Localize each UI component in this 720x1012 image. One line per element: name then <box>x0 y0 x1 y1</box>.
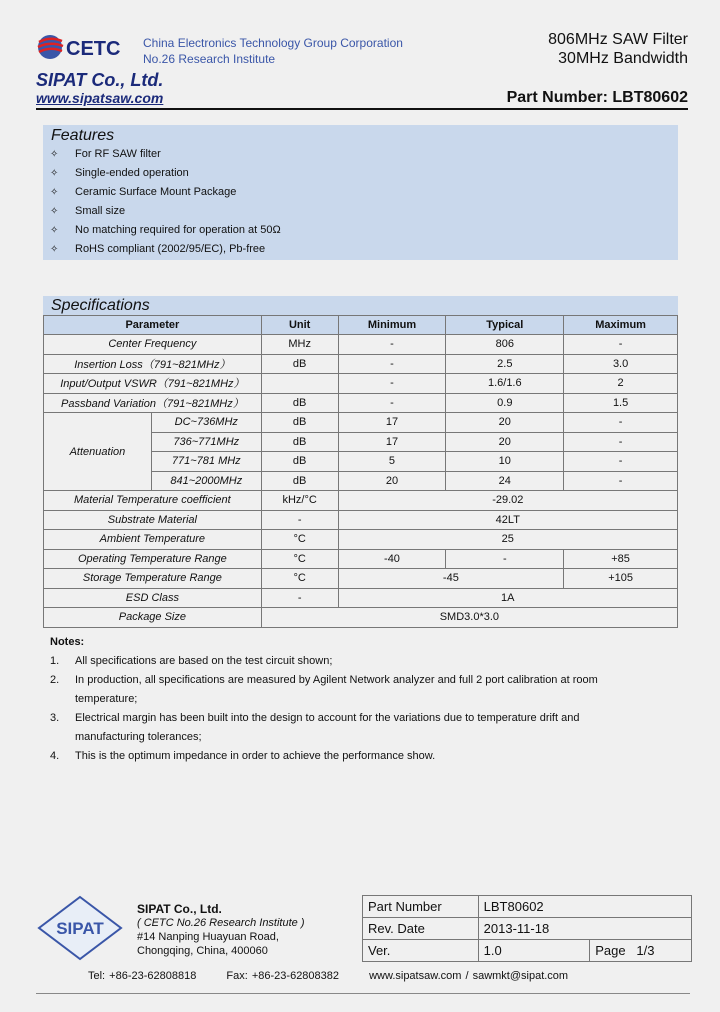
table-row: Ver. 1.0 Page 1/3 <box>363 940 692 962</box>
footer-tel: Tel: +86-23-62808818 <box>88 970 197 982</box>
table-row: Material Temperature coefficient kHz/°C -29.02 <box>44 491 678 511</box>
diamond-bullet-icon: ✧ <box>50 206 59 217</box>
table-row: Substrate Material - 42LT <box>44 510 678 530</box>
features-section <box>43 125 678 260</box>
list-item: ✧ Small size <box>48 202 678 221</box>
diamond-bullet-icon: ✧ <box>50 244 59 255</box>
notes-title: Notes: <box>50 636 85 648</box>
table-row: Ambient Temperature °C 25 <box>44 530 678 550</box>
cetc-logo-text: CETC <box>66 38 121 60</box>
footer-divider <box>36 993 690 994</box>
list-item: ✧ For RF SAW filter <box>48 145 678 164</box>
company-name: SIPAT Co., Ltd. <box>36 70 164 90</box>
table-row: ESD Class - 1A <box>44 588 678 608</box>
features-list <box>43 145 678 259</box>
page-indicator: Page 1/3 <box>590 940 692 962</box>
list-item: ✧ Single-ended operation <box>48 164 678 183</box>
footer-address: SIPAT Co., Ltd. ( CETC No.26 Research Institute ) #14 Nanping Huayuan Road, Chongqing, China, 400060 <box>137 902 305 957</box>
specifications-title: Specifications <box>43 296 678 315</box>
attenuation-label: Attenuation <box>44 413 152 491</box>
features-title: Features <box>51 127 115 144</box>
table-row: Attenuation DC~736MHz dB 17 20 - <box>44 413 678 433</box>
diamond-bullet-icon: ✧ <box>50 187 59 198</box>
table-row: Input/Output VSWR（791~821MHz） - 1.6/1.6 2 <box>44 374 678 394</box>
table-row: Operating Temperature Range °C -40 - +85 <box>44 549 678 569</box>
diamond-bullet-icon: ✧ <box>50 149 59 160</box>
list-item: ✧ RoHS compliant (2002/95/EC), Pb-free <box>48 240 678 259</box>
table-row: Storage Temperature Range °C -45 +105 <box>44 569 678 589</box>
sipat-logo-text: SIPAT <box>56 919 104 938</box>
footer-company-block <box>35 893 361 963</box>
table-row: Part Number LBT80602 <box>363 896 692 918</box>
table-header-row: Parameter Unit Minimum Typical Maximum <box>44 316 678 335</box>
table-row: 771~781 MHz dB 5 10 - <box>44 452 678 472</box>
specifications-table <box>43 315 678 628</box>
website-link[interactable]: www.sipatsaw.com <box>36 90 164 106</box>
document-info-table <box>362 895 692 962</box>
notes-section <box>50 636 640 766</box>
list-item: 4. This is the optimum impedance in order to achieve the performance show. <box>50 750 436 762</box>
table-row: Insertion Loss（791~821MHz） dB - 2.5 3.0 <box>44 354 678 374</box>
table-row: Center Frequency MHz - 806 - <box>44 335 678 355</box>
organization-name: China Electronics Technology Group Corporation No.26 Research Institute <box>143 36 403 66</box>
header-divider <box>36 108 688 110</box>
cetc-globe-icon <box>38 35 63 59</box>
cetc-logo <box>36 30 128 64</box>
list-item: ✧ No matching required for operation at 50Ω <box>48 221 678 240</box>
part-number: Part Number: LBT80602 <box>506 89 688 106</box>
footer-web-email[interactable]: www.sipatsaw.com / sawmkt@sipat.com <box>369 970 569 982</box>
table-row: Passband Variation（791~821MHz） dB - 0.9 1.5 <box>44 393 678 413</box>
table-row: 736~771MHz dB 17 20 - <box>44 432 678 452</box>
list-item: 2. In production, all specifications are measured by Agilent Network analyzer and full 2 port calibration at room temperature; <box>50 674 598 705</box>
list-item: 3. Electrical margin has been built into the design to account for the variations due to temperature drift and manufacturing tolerances; <box>50 712 580 743</box>
footer-contact <box>88 970 594 982</box>
list-item: ✧ Ceramic Surface Mount Package <box>48 183 678 202</box>
table-row: Package Size SMD3.0*3.0 <box>44 608 678 628</box>
diamond-bullet-icon: ✧ <box>50 168 59 179</box>
footer-fax: Fax: +86-23-62808382 <box>226 970 340 982</box>
product-title: 806MHz SAW Filter 30MHz Bandwidth <box>548 31 688 67</box>
list-item: 1. All specifications are based on the test circuit shown; <box>50 655 333 667</box>
table-row: Rev. Date 2013-11-18 <box>363 918 692 940</box>
diamond-bullet-icon: ✧ <box>50 225 59 236</box>
table-row: 841~2000MHz dB 20 24 - <box>44 471 678 491</box>
sipat-logo <box>35 893 125 963</box>
